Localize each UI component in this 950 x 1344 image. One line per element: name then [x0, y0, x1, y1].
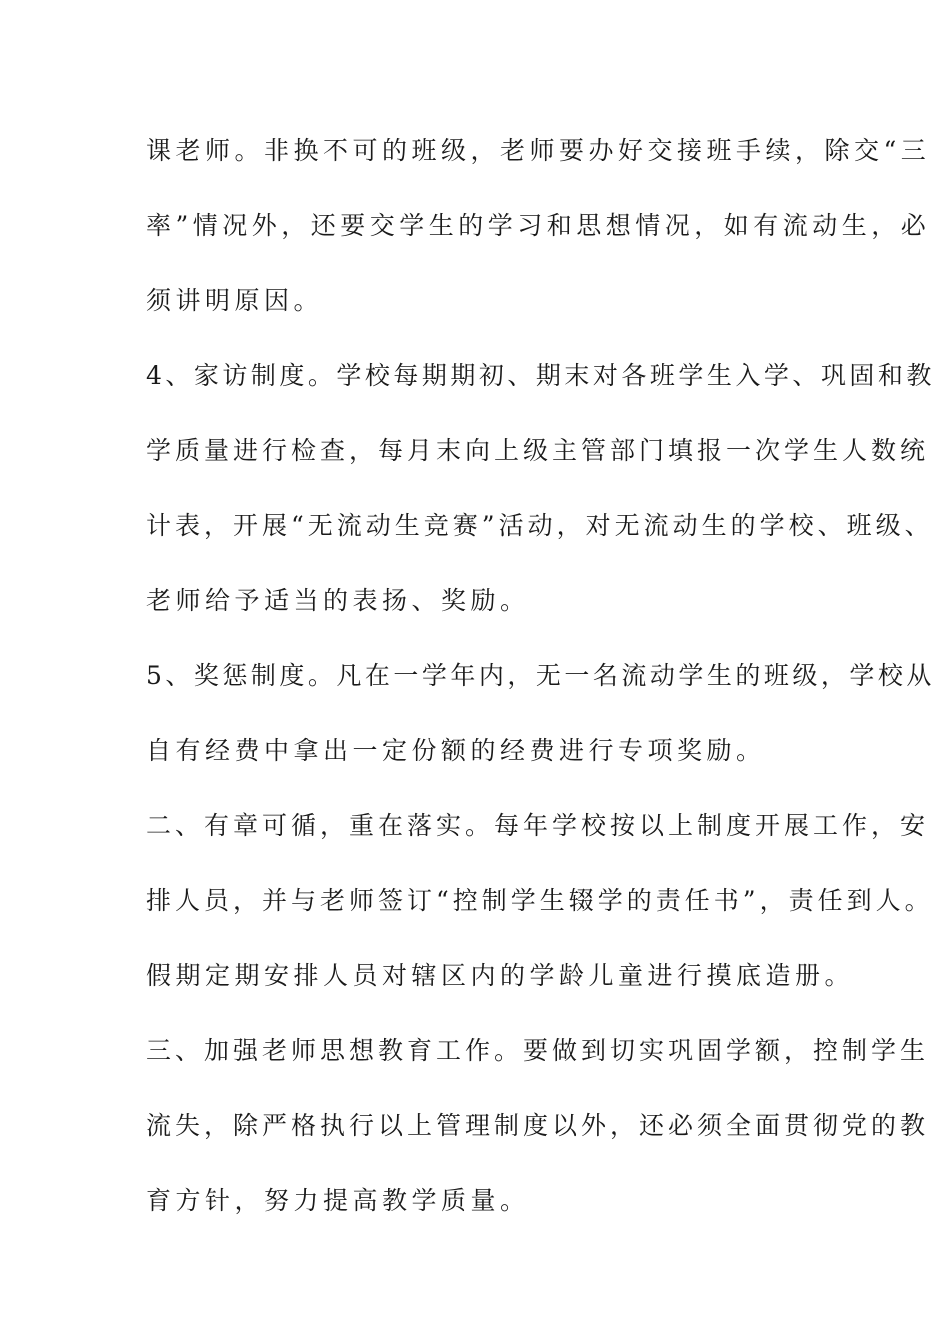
text-line-14: 流失，除严格执行以上管理制度以外，还必须全面贯彻党的教: [146, 1111, 930, 1140]
text-line-8: 5、奖惩制度。凡在一学年内，无一名流动学生的班级，学校从: [146, 661, 935, 690]
text-line-11: 排人员，并与老师签订“控制学生辍学的责任书”，责任到人。: [146, 886, 934, 915]
text-line-7: 老师给予适当的表扬、奖励。: [146, 586, 530, 615]
text-line-15: 育方针，努力提高教学质量。: [146, 1186, 530, 1215]
text-line-4: 4、家访制度。学校每期期初、期末对各班学生入学、巩固和教: [146, 361, 935, 390]
text-line-5: 学质量进行检查，每月末向上级主管部门填报一次学生人数统: [146, 436, 930, 465]
text-line-9: 自有经费中拿出一定份额的经费进行专项奖励。: [146, 736, 766, 765]
text-line-13: 三、加强老师思想教育工作。要做到切实巩固学额，控制学生: [146, 1036, 930, 1065]
text-line-6: 计表，开展“无流动生竞赛”活动，对无流动生的学校、班级、: [146, 511, 934, 540]
text-line-2: 率”情况外，还要交学生的学习和思想情况，如有流动生，必: [146, 211, 931, 240]
text-line-12: 假期定期安排人员对辖区内的学龄儿童进行摸底造册。: [146, 961, 855, 990]
text-line-10: 二、有章可循，重在落实。每年学校按以上制度开展工作，安: [146, 811, 930, 840]
text-line-1: 课老师。非换不可的班级，老师要办好交接班手续，除交“三: [146, 136, 931, 165]
text-line-3: 须讲明原因。: [146, 286, 324, 315]
